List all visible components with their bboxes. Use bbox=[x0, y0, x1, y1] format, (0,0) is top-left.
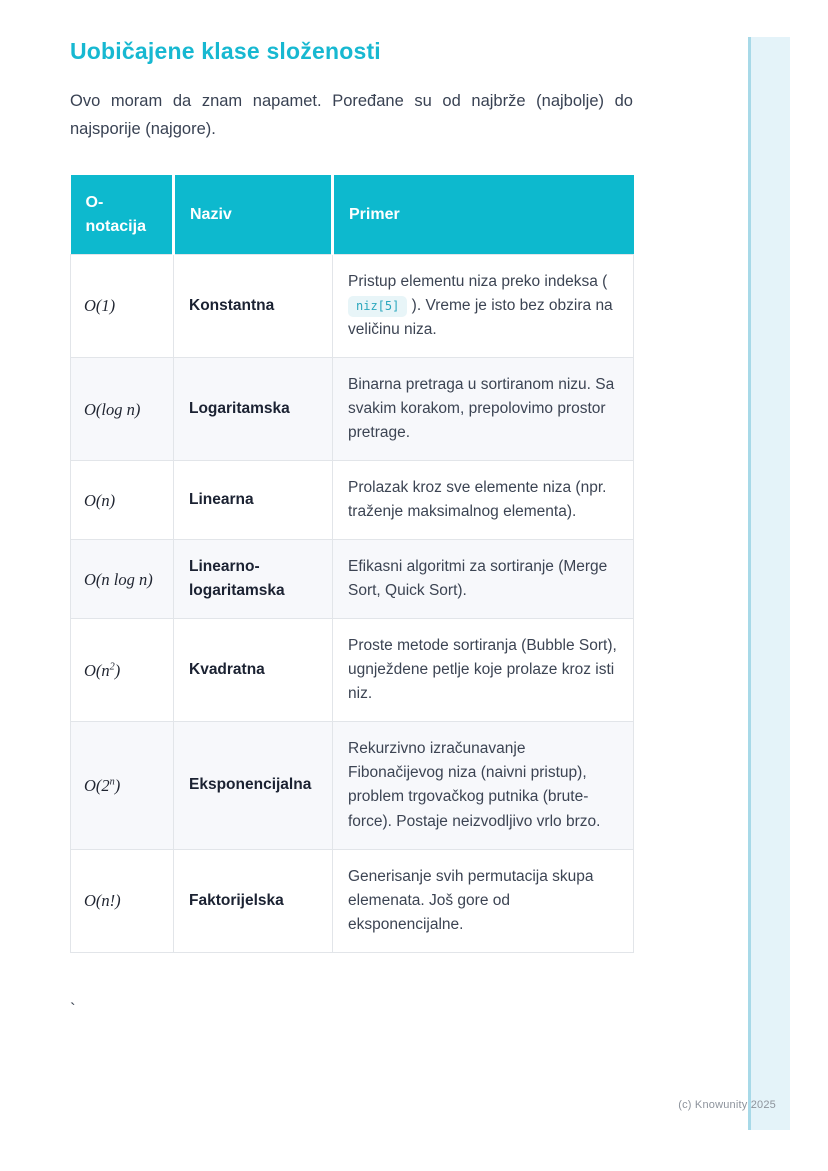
table-row bbox=[71, 461, 634, 540]
column-header: Naziv bbox=[174, 175, 333, 255]
notation-cell: O(1) bbox=[71, 255, 174, 358]
name-cell: Linearno-logaritamska bbox=[174, 540, 333, 619]
example-cell: Rekurzivno izračunavanje Fibonačijevog niza (naivni pristup), problem trgovačkog putnika (brute-force). Postaje neizvodljivo vrlo brzo. bbox=[333, 722, 634, 849]
name-cell: Eksponencijalna bbox=[174, 722, 333, 849]
example-cell: Generisanje svih permutacija skupa elemenata. Još gore od eksponencijalne. bbox=[333, 849, 634, 952]
table-head bbox=[71, 175, 634, 255]
copyright-footer: (c) Knowunity 2025 bbox=[678, 1099, 776, 1111]
table-row bbox=[71, 358, 634, 461]
table-row bbox=[71, 849, 634, 952]
name-cell: Linearna bbox=[174, 461, 333, 540]
example-cell: Efikasni algoritmi za sortiranje (Merge Sort, Quick Sort). bbox=[333, 540, 634, 619]
page-title: Uobičajene klase složenosti bbox=[70, 38, 381, 64]
complexity-table bbox=[70, 175, 634, 953]
table-header-row bbox=[71, 175, 634, 255]
example-cell: Pristup elementu niza preko indeksa ( niz[5] ). Vreme je isto bez obzira na veličinu niza. bbox=[333, 255, 634, 358]
name-cell: Konstantna bbox=[174, 255, 333, 358]
column-header: Primer bbox=[333, 175, 634, 255]
intro-paragraph: Ovo moram da znam napamet. Poređane su od najbrže (najbolje) do najsporije (najgore). bbox=[70, 92, 633, 139]
notation-cell: O(log n) bbox=[71, 358, 174, 461]
notation-cell: O(n log n) bbox=[71, 540, 174, 619]
example-cell: Proste metode sortiranja (Bubble Sort), ugnježdene petlje koje prolaze kroz isti niz. bbox=[333, 619, 634, 722]
notation-cell: O(n) bbox=[71, 461, 174, 540]
table-row bbox=[71, 255, 634, 358]
example-cell: Prolazak kroz sve elemente niza (npr. traženje maksimalnog elementa). bbox=[333, 461, 634, 540]
name-cell: Faktorijelska bbox=[174, 849, 333, 952]
name-cell: Kvadratna bbox=[174, 619, 333, 722]
table-row bbox=[71, 722, 634, 849]
inline-code: niz[5] bbox=[348, 296, 407, 317]
column-header: O-notacija bbox=[71, 175, 174, 255]
notation-cell: $O(n^2)$ bbox=[71, 619, 174, 722]
notation-cell: O(2$^n$) bbox=[71, 722, 174, 849]
page-content bbox=[70, 38, 633, 953]
table-body bbox=[71, 255, 634, 952]
name-cell: Logaritamska bbox=[174, 358, 333, 461]
example-cell: Binarna pretraga u sortiranom nizu. Sa svakim korakom, prepolovimo prostor pretrage. bbox=[333, 358, 634, 461]
table-row bbox=[71, 540, 634, 619]
table-row bbox=[71, 619, 634, 722]
right-margin-bar bbox=[748, 37, 790, 1130]
stray-backtick: ` bbox=[70, 1000, 76, 1019]
notation-cell: O(n!) bbox=[71, 849, 174, 952]
